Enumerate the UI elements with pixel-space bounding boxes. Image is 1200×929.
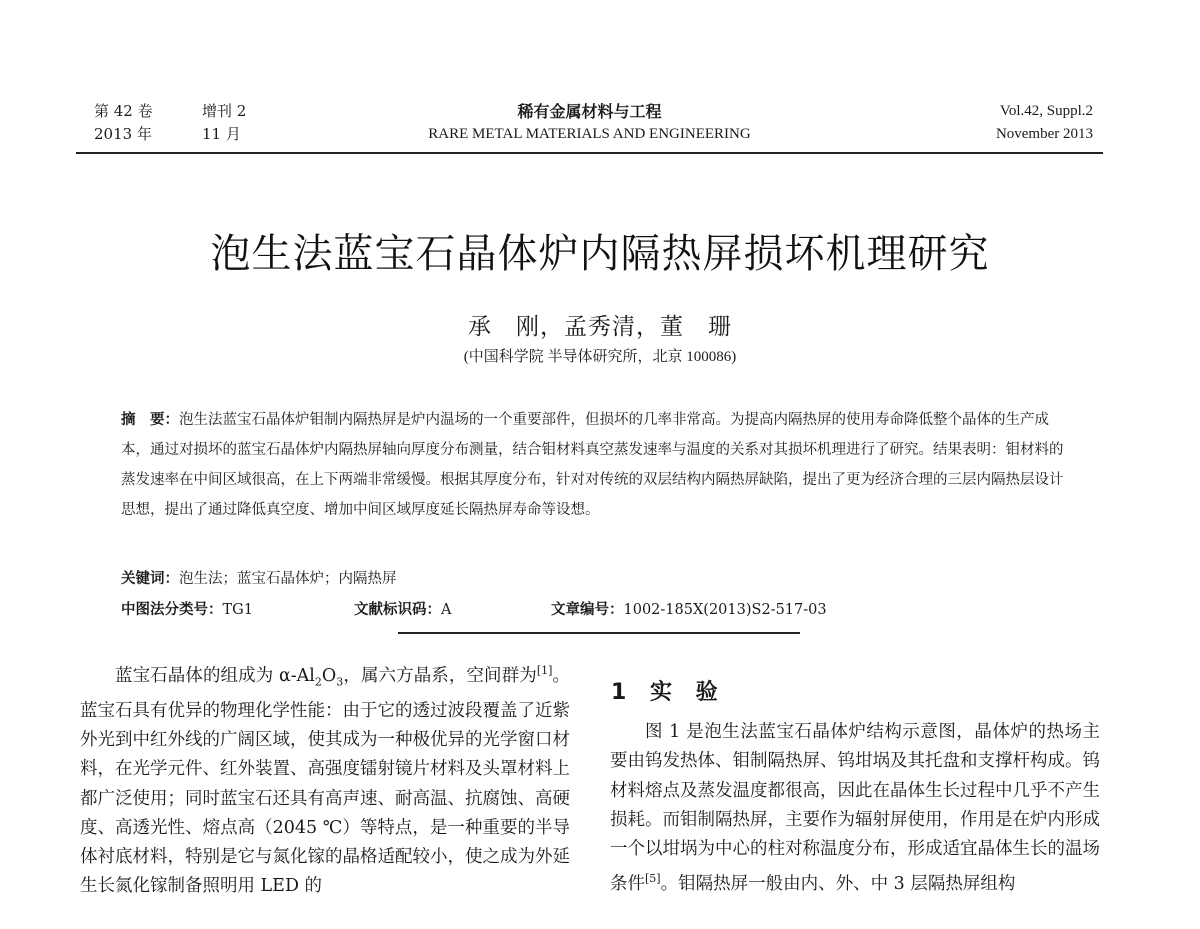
abstract-text: 泡生法蓝宝石晶体炉钼制内隔热屏是炉内温场的一个重要部件，但损坏的几率非常高。为提高内隔热屏的使用寿命降低整个晶体的生产成本，通过对损坏的蓝宝石晶体炉内隔热屏轴向厚度分布测量，结合钼材料真空蒸发速率与温度的关系对其损坏机理进行了研究。结果表明：钼材料的蒸发速率在中间区域很高，在上下两端非常缓慢。根据其厚度分布，针对对传统的双层结构内隔热屏缺陷，提出了更为经济合理的三层内隔热层设计思想，提出了通过降低真空度、增加中间区域厚度延长隔热屏寿命等设想。 (121, 412, 1064, 518)
paper-title: 泡生法蓝宝石晶体炉内隔热屏损坏机理研究 (210, 231, 990, 277)
abstract (121, 405, 1071, 525)
intro-text-3: ，属六方晶系，空间群为 (343, 665, 537, 686)
journal-name-cn: 稀有金属材料与工程 (517, 102, 662, 121)
affiliation: (中国科学院 半导体研究所，北京 100086) (463, 349, 737, 365)
month: 11 月 (202, 125, 241, 143)
journal-name (76, 100, 1103, 146)
keywords (121, 567, 397, 588)
experiment-text-1: 图 1 是泡生法蓝宝石晶体炉结构示意图，晶体炉的热场主要由钨发热体、钼制隔热屏、钨坩埚及其托盘和支撑杆构成。钨材料熔点及蒸发温度都很高，因此在晶体生长过程中几乎不产生损耗。而钼制隔热屏，主要作为辐射屏使用，作用是在炉内形成一个以坩埚为中心的柱对称温度分布，形成适宜晶体生长的温场条件 (610, 722, 1100, 895)
doc-label: 文献标识码： (354, 602, 441, 618)
section-heading-experiment: 1 实 验 (611, 680, 726, 705)
body-right-column (610, 718, 1100, 900)
doc-value: A (441, 602, 452, 618)
intro-text-1: 蓝宝石晶体的组成为 α-Al (115, 665, 315, 686)
formula-sub-1: 2 (314, 675, 322, 689)
clc-value: TG1 (222, 602, 253, 618)
keywords-label: 关键词： (121, 571, 179, 587)
intro-text-4: 。蓝宝石具有优异的物理化学性能：由于它的透过波段覆盖了近紫外光到中红外线的广阔区域，使其成为一种极优异的光学窗口材料，在光学元件、红外装置、高强度镭射镜片材料及头罩材料上都广泛使用；同时蓝宝石还具有高声速、耐高温、抗腐蚀、高硬度、高透光性、熔点高（2045 ℃）等特点，是一种重要的半导体衬底材料，特别是它与氮化镓的晶格适配较小，使之成为外延生长氮化镓制备照明用 LED 的 (80, 665, 571, 897)
article-label: 文章编号： (551, 602, 624, 618)
intro-text-2: O (321, 665, 337, 686)
journal-header (76, 100, 1103, 154)
intro-paragraph (80, 656, 570, 902)
year: 2013 年 (94, 125, 152, 143)
authors: 承 刚，孟秀清，董 珊 (468, 314, 732, 340)
formula-sub-2: 3 (336, 675, 344, 689)
keywords-text: 泡生法；蓝宝石晶体炉；内隔热屏 (179, 571, 397, 587)
citation-ref-1: [1] (536, 664, 553, 677)
citation-ref-5: [5] (645, 872, 661, 886)
body-left-column (80, 656, 570, 902)
doc-code (354, 598, 451, 619)
clc-label: 中图法分类号： (121, 602, 223, 618)
journal-name-en: RARE METAL MATERIALS AND ENGINEERING (428, 126, 751, 142)
volume-date-en (996, 100, 1093, 146)
article-value: 1002-185X(2013)S2-517-03 (623, 602, 827, 618)
article-number (551, 598, 827, 619)
abstract-label: 摘 要： (121, 412, 179, 428)
abstract-divider (398, 632, 800, 634)
date-en: November 2013 (995, 126, 1093, 142)
volume-en: Vol.42, Suppl.2 (999, 103, 1093, 119)
experiment-paragraph (610, 718, 1100, 900)
volume: 第 42 卷 (94, 102, 153, 120)
experiment-text-2: 。钼隔热屏一般由内、外、中 3 层隔热屏组构 (660, 874, 1016, 895)
clc-code (121, 598, 253, 619)
issue: 增刊 2 (202, 102, 247, 120)
